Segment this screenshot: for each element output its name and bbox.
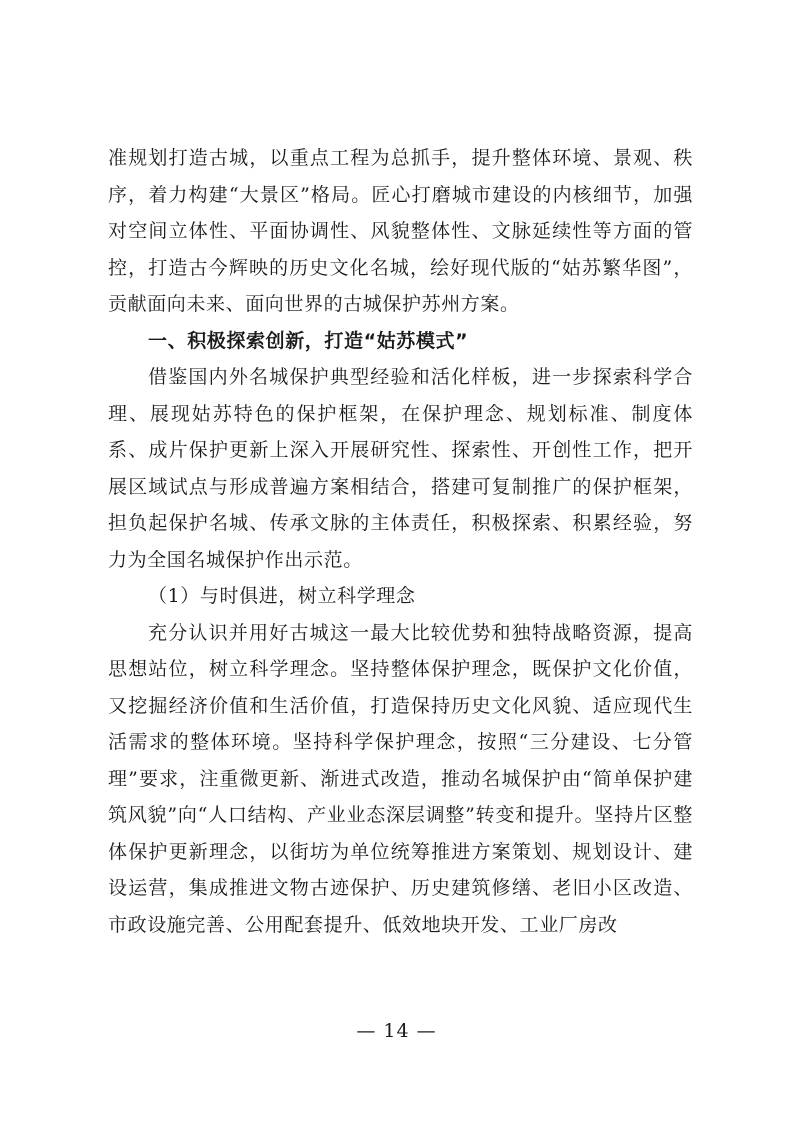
paragraph-continuation: 准规划打造古城，以重点工程为总抓手，提升整体环境、景观、秩序，着力构建“大景区”格局。匠心打磨城市建设的内核细节，加强对空间立体性、平面协调性、风貌整体性、文脉延续性等方面的管控，打造古今辉映的历史文化名城，绘好现代版的“姑苏繁华图”，贡献面向未来、面向世界的古城保护苏州方案。 <box>108 147 693 315</box>
section-heading: 一、积极探索创新，打造“姑苏模式” <box>148 329 469 352</box>
document-body <box>108 140 693 943</box>
page-number: — 14 — <box>356 1020 437 1042</box>
paragraph-section-intro: 借鉴国内外名城保护典型经验和活化样板，进一步探索科学合理、展现姑苏特色的保护框架，在保护理念、规划标准、制度体系、成片保护更新上深入开展研究性、探索性、开创性工作，把开展区域试点与形成普遍方案相结合，搭建可复制推广的保护框架，担负起保护名城、传承文脉的主体责任，积极探索、积累经验，努力为全国名城保护作出示范。 <box>108 366 693 571</box>
paragraph-subsection-body: 充分认识并用好古城这一最大比较优势和独特战略资源，提高思想站位，树立科学理念。坚持整体保护理念，既保护文化价值，又挖掘经济价值和生活价值，打造保持历史文化风貌、适应现代生活需求的整体环境。坚持科学保护理念，按照“三分建设、七分管理”要求，注重微更新、渐进式改造，推动名城保护由“简单保护建筑风貌”向“人口结构、产业业态深层调整”转变和提升。坚持片区整体保护更新理念，以街坊为单位统筹推进方案策划、规划设计、建设运营，集成推进文物古迹保护、历史建筑修缮、老旧小区改造、市政设施完善、公用配套提升、低效地块开发、工业厂房改 <box>108 621 693 936</box>
subsection-heading: （1）与时俱进，树立科学理念 <box>148 585 416 607</box>
